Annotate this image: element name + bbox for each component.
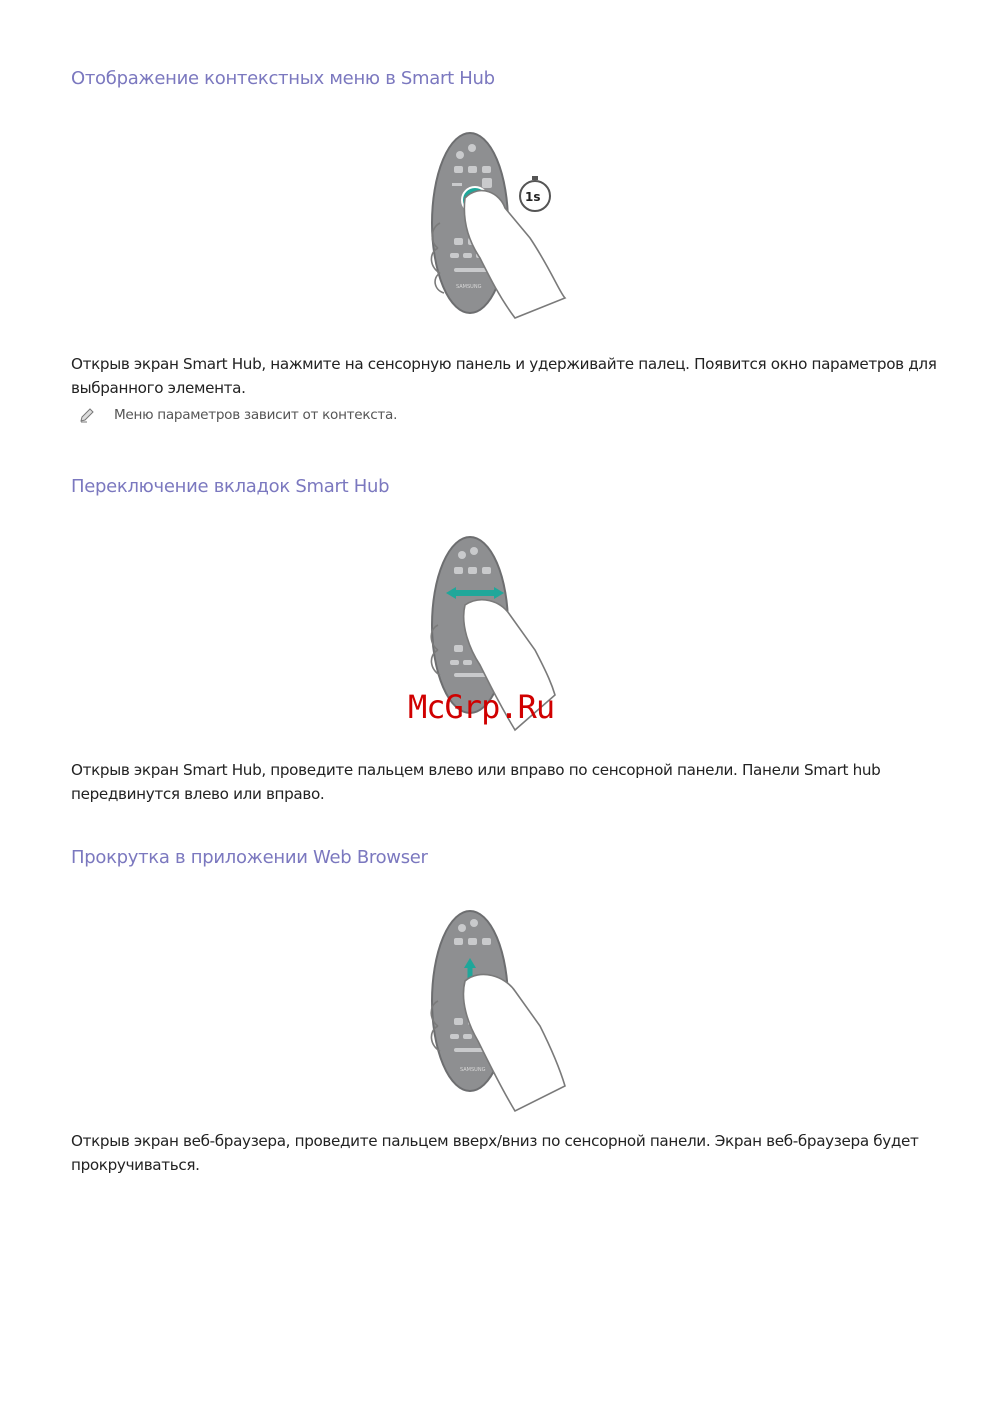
section-heading-switch-tabs: Переключение вкладок Smart Hub <box>71 476 390 497</box>
section-text-web-browser-scroll: Открыв экран веб-браузера, проведите пальцем вверх/вниз по сенсорной панели. Экран веб-браузера будет прокручиваться. <box>71 1132 919 1174</box>
section-heading-web-browser-scroll: Прокрутка в приложении Web Browser <box>71 847 428 868</box>
remote-brand-label: SAMSUNG <box>460 1067 486 1073</box>
timer-label: 1s <box>525 190 541 204</box>
remote-press-hold-illustration <box>420 128 580 333</box>
timer-icon <box>520 176 550 211</box>
hand <box>463 974 565 1111</box>
section-text-switch-tabs: Открыв экран Smart Hub, проведите пальцем влево или вправо по сенсорной панели. Панели Smart hub передвинутся влево или вправо. <box>71 761 881 803</box>
watermark: McGrp.Ru <box>408 688 555 726</box>
remote-swipe-vertical-illustration <box>420 906 580 1116</box>
note-text: Меню параметров зависит от контекста. <box>114 407 398 423</box>
section-heading-context-menu: Отображение контекстных меню в Smart Hub <box>71 68 495 89</box>
remote-brand-label: SAMSUNG <box>456 284 482 290</box>
section-text-context-menu: Открыв экран Smart Hub, нажмите на сенсорную панель и удерживайте палец. Появится окно параметров для выбранного элемента. <box>71 355 937 397</box>
note <box>78 406 397 424</box>
pencil-icon <box>78 406 96 424</box>
